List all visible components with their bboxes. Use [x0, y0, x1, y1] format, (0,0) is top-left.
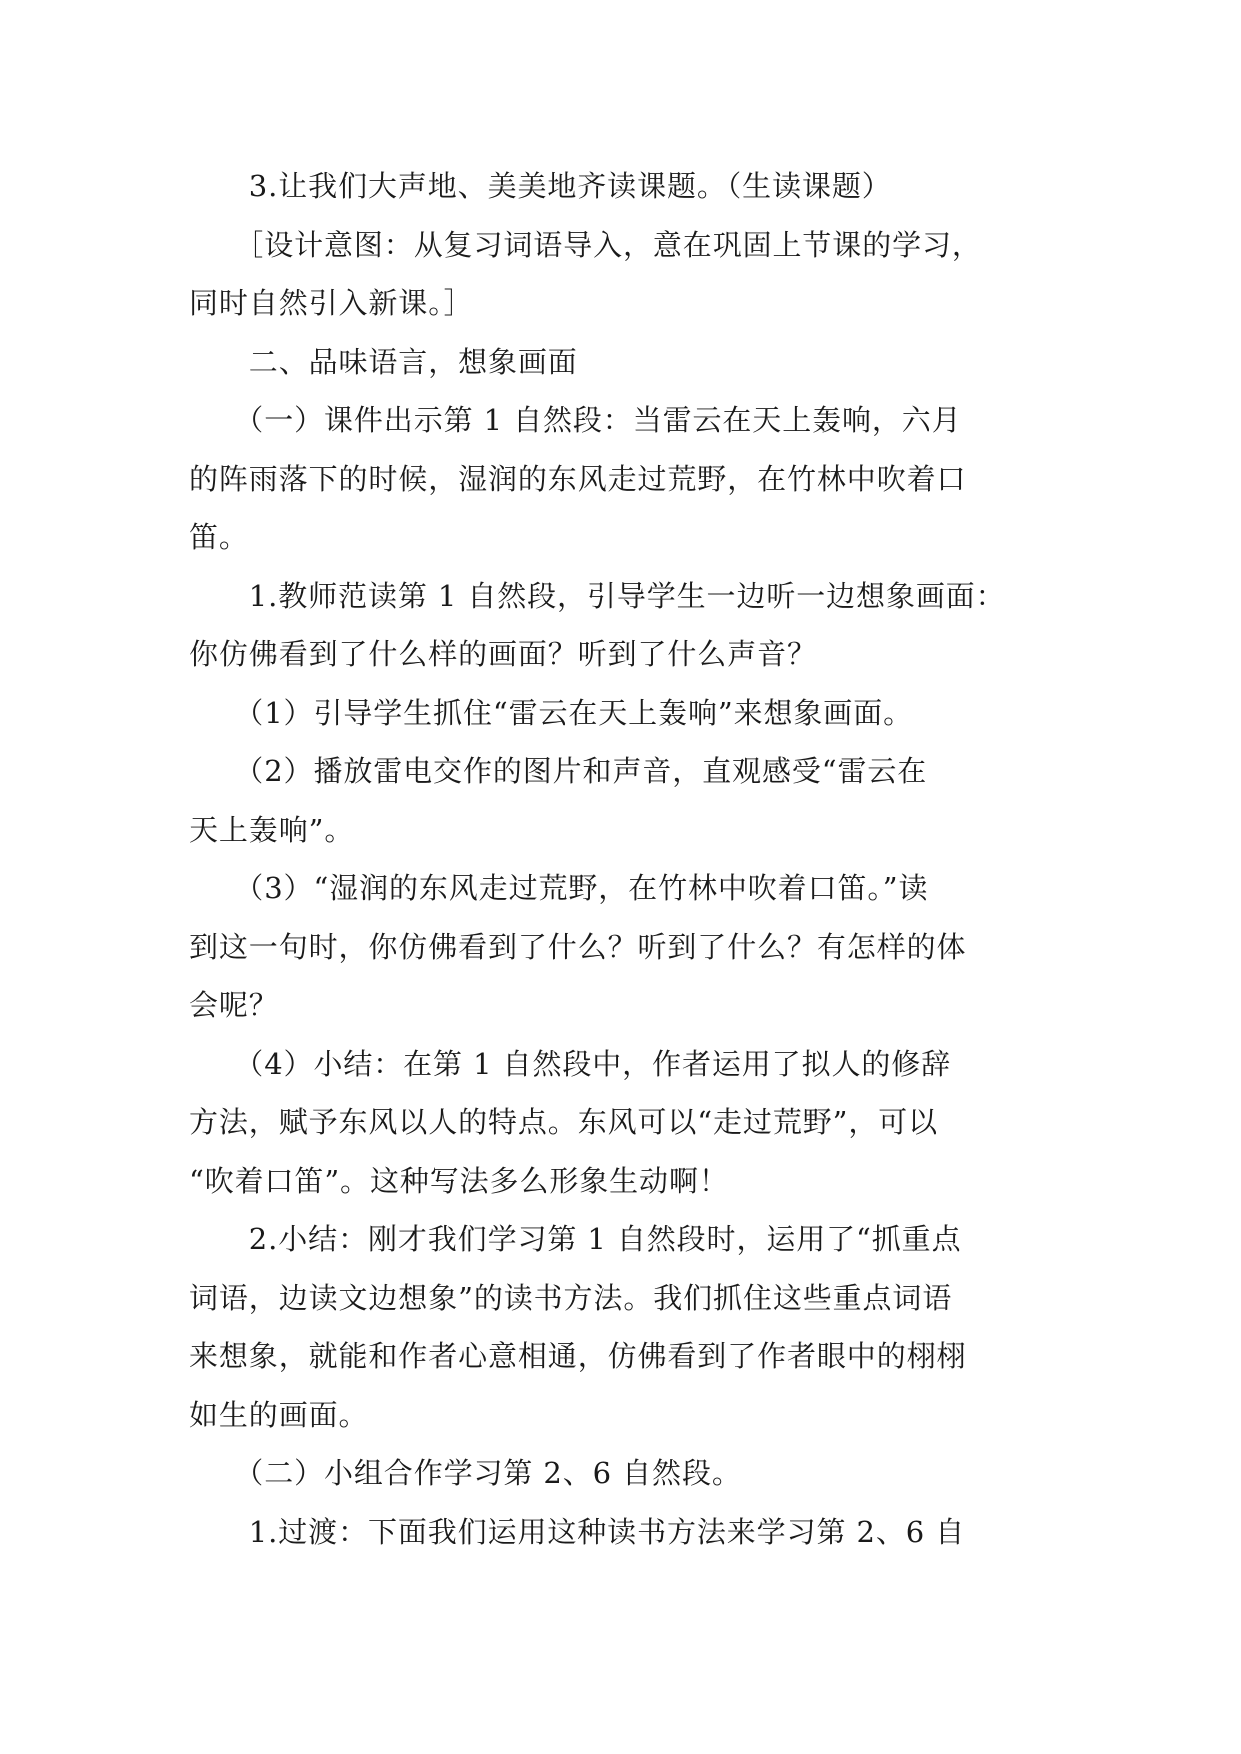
paragraph-step-1: （1）引导学生抓住“雷云在天上轰响”来想象画面。: [189, 695, 914, 730]
paragraph-step-2: （2）播放雷电交作的图片和声音，直观感受“雷云在 天上轰响”。: [189, 754, 928, 847]
paragraph-step-3: （3）“湿润的东风走过荒野，在竹林中吹着口笛。”读 到这一句时，你仿佛看到了什么？听到了什么？有怎样的体 会呢？: [189, 871, 967, 1022]
paragraph-transition: 1.过渡：下面我们运用这种读书方法来学习第 2、6 自: [189, 1514, 966, 1549]
paragraph-design-intent: ［设计意图：从复习词语导入，意在巩固上节课的学习， 同时自然引入新课。］: [189, 227, 982, 320]
paragraph-read-title: 3.让我们大声地、美美地齐读课题。（生读课题）: [189, 169, 892, 203]
section-heading-language: 二、品味语言，想象画面: [189, 344, 578, 379]
paragraph-summary-method: 2.小结：刚才我们学习第 1 自然段时，运用了“抓重点 词语，边读文边想象”的读书方法。我们抓住这些重点词语 来想象，就能和作者心意相通，仿佛看到了作者眼中的栩栩 如生的画面。: [189, 1222, 967, 1432]
paragraph-teacher-reading: 1.教师范读第 1 自然段，引导学生一边听一边想象画面： 你仿佛看到了什么样的画面？听到了什么声音？: [189, 578, 1006, 671]
paragraph-courseware-p1: （一）课件出示第 1 自然段：当雷云在天上轰响，六月 的阵雨落下的时候，湿润的东风走过荒野，在竹林中吹着口 笛。: [189, 403, 967, 554]
document-body: [189, 157, 1059, 1561]
paragraph-step-4-summary: （4）小结：在第 1 自然段中，作者运用了拟人的修辞 方法，赋予东风以人的特点。东风可以“走过荒野”，可以 “吹着口笛”。这种写法多么形象生动啊！: [189, 1046, 952, 1198]
section-heading-group-study: （二）小组合作学习第 2、6 自然段。: [189, 1456, 742, 1490]
